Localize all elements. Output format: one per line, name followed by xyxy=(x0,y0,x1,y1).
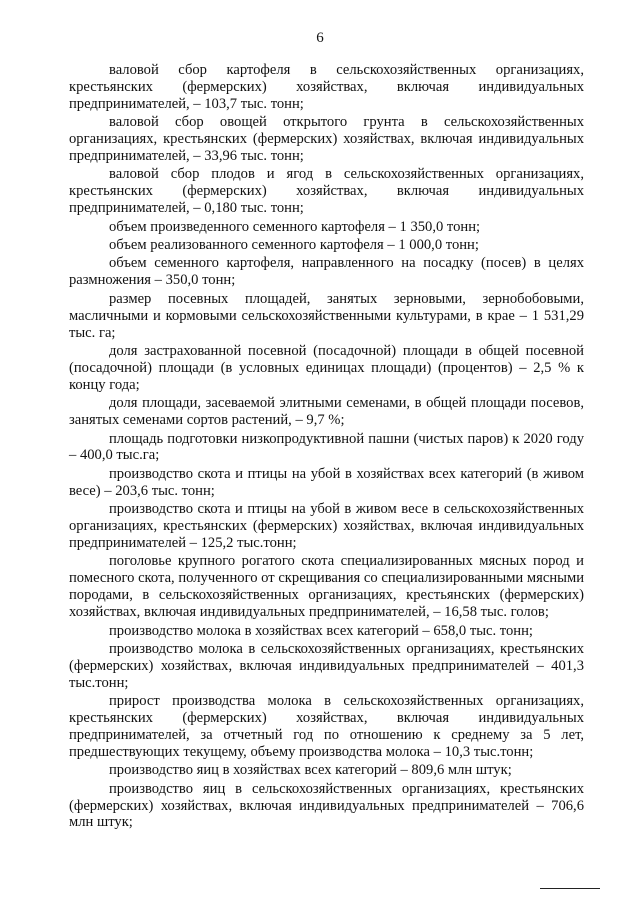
paragraph-seed-potato-produced: объем произведенного семенного картофеля – 1 350,0 тонн; xyxy=(109,218,481,235)
paragraph-milk-organizations: производство молока в сельскохозяйственных организациях, крестьянских (фермерских) хозяйствах, включая индивидуальных предпринимателей – 401,3 тыс.тонн; xyxy=(69,640,584,691)
paragraph-seed-potato-planted: объем семенного картофеля, направленного на посадку (посев) в целях размножения – 350,0 тонн; xyxy=(69,255,584,289)
paragraph-livestock-organizations: производство скота и птицы на убой в живом весе в сельскохозяйственных организациях, крестьянских (фермерских) хозяйствах, включая индивидуальных предпринимателей – 125,2 тыс.тонн; xyxy=(69,501,584,551)
paragraph-elite-seed-share: доля площади, засеваемой элитными семенами, в общей площади посевов, занятых семенами сортов растений, – 9,7 %; xyxy=(69,395,584,429)
paragraph-milk-growth: прирост производства молока в сельскохозяйственных организациях, крестьянских (фермерских) хозяйствах, включая индивидуальных предпринимателей, за отчетный год по отношению к среднему за 5 лет, предшествующих текущему, объему производства молока – 10,3 тыс.тонн; xyxy=(69,693,584,760)
paragraph-livestock-all-categories: производство скота и птицы на убой в хозяйствах всех категорий (в живом весе) – 203,6 тыс. тонн; xyxy=(69,465,584,499)
page-number: 6 xyxy=(316,30,324,46)
paragraph-insured-area-share: доля застрахованной посевной (посадочной) площади в общей посевной (посадочной) площади (в условных единицах площади) (процентов) – 2,5 % к концу года; xyxy=(69,343,584,393)
paragraph-fallow-preparation: площадь подготовки низкопродуктивной пашни (чистых паров) к 2020 году – 400,0 тыс.га; xyxy=(69,430,584,464)
paragraph-sown-area: размер посевных площадей, занятых зерновыми, зернобобовыми, масличными и кормовыми сельскохозяйственными культурами, в крае – 1 531,29 тыс. га; xyxy=(69,290,584,341)
paragraph-potato-harvest: валовой сбор картофеля в сельскохозяйственных организациях, крестьянских (фермерских) хозяйствах, включая индивидуальных предпринимателей, – 103,7 тыс. тонн; xyxy=(69,62,584,112)
paragraph-eggs-all-categories: производство яиц в хозяйствах всех категорий – 809,6 млн штук; xyxy=(109,762,512,779)
paragraph-vegetable-harvest: валовой сбор овощей открытого грунта в сельскохозяйственных организациях, крестьянских (фермерских) хозяйствах, включая индивидуальных предпринимателей, – 33,96 тыс. тонн; xyxy=(69,114,584,165)
paragraph-beef-cattle-herd: поголовье крупного рогатого скота специализированных мясных пород и помесного скота, полученного от скрещивания со специализированными мясными породами, в сельскохозяйственных организациях, крестьянских (фермерских) хозяйствах, включая индивидуальных предпринимателей, – 16,58 тыс. голов; xyxy=(69,553,584,621)
paragraph-seed-potato-sold: объем реализованного семенного картофеля – 1 000,0 тонн; xyxy=(109,237,479,254)
document-body xyxy=(69,62,584,833)
paragraph-milk-all-categories: производство молока в хозяйствах всех категорий – 658,0 тыс. тонн; xyxy=(109,622,533,639)
paragraph-eggs-organizations: производство яиц в сельскохозяйственных организациях, крестьянских (фермерских) хозяйствах, включая индивидуальных предпринимателей – 706,6 млн штук; xyxy=(69,780,584,831)
footer-rule xyxy=(540,888,600,889)
paragraph-fruit-berry-harvest: валовой сбор плодов и ягод в сельскохозяйственных организациях, крестьянских (фермерских) хозяйствах, включая индивидуальных предпринимателей, – 0,180 тыс. тонн; xyxy=(69,166,584,217)
